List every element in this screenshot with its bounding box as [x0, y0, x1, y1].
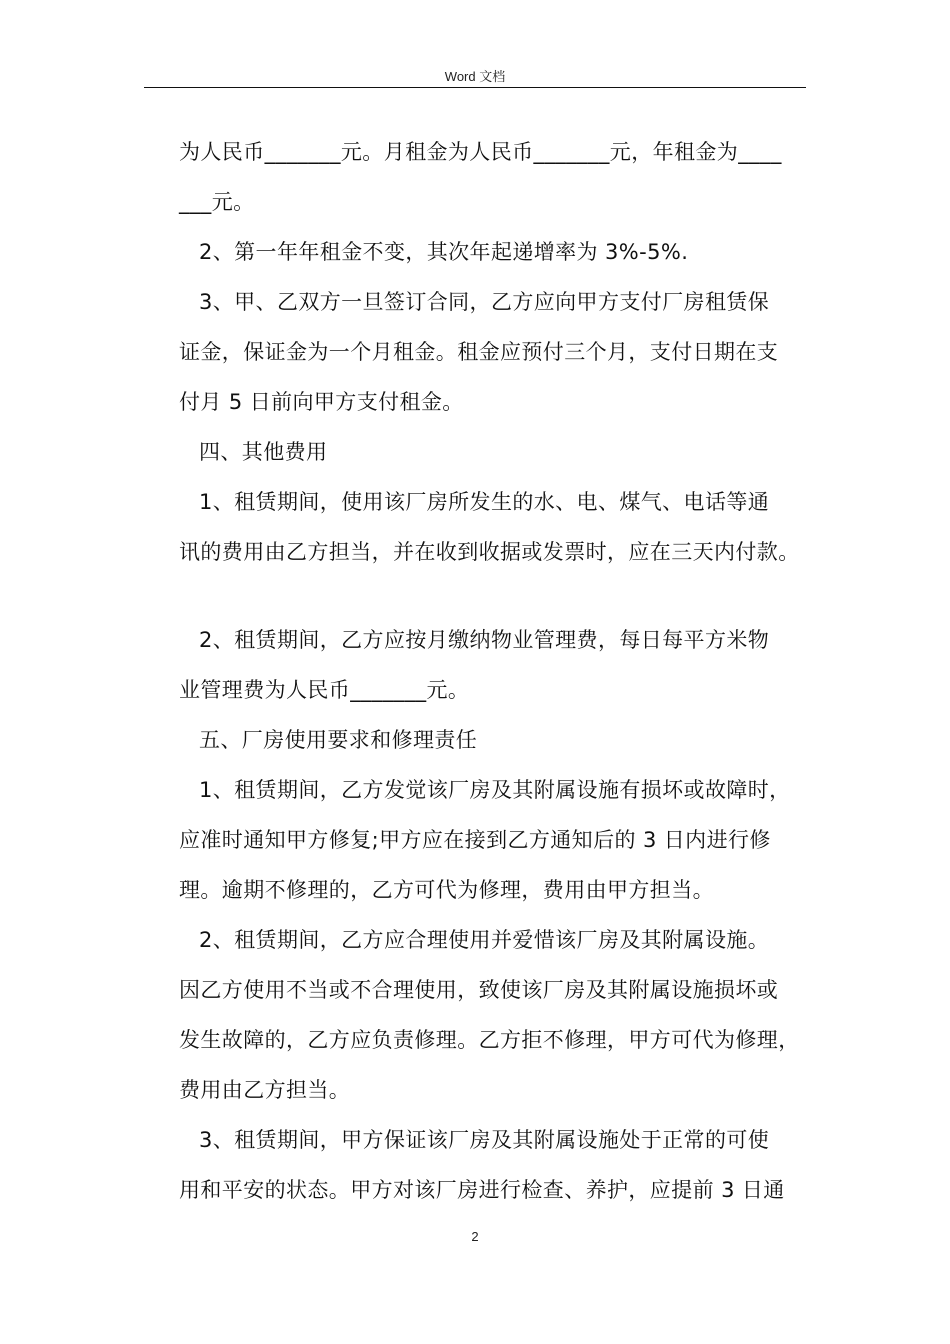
text-line: 2、第一年年租金不变，其次年起递增率为 3%-5%.	[199, 240, 689, 264]
text-line: ___元。	[179, 190, 255, 214]
text-line: 付月 5 日前向甲方支付租金。	[179, 390, 464, 414]
header-rule	[144, 87, 806, 88]
blank-line	[179, 578, 819, 616]
text-line: 1、租赁期间，使用该厂房所发生的水、电、煤气、电话等通	[199, 490, 770, 514]
document-body	[179, 128, 819, 1216]
text-line: 讯的费用由乙方担当，并在收到收据或发票时，应在三天内付款。	[179, 540, 800, 564]
text-line: 证金，保证金为一个月租金。租金应预付三个月，支付日期在支	[179, 340, 779, 364]
text-line: 1、租赁期间，乙方发觉该厂房及其附属设施有损坏或故障时，	[199, 778, 791, 802]
text-line: 理。逾期不修理的，乙方可代为修理，费用由甲方担当。	[179, 878, 714, 902]
text-line: 3、甲、乙双方一旦签订合同，乙方应向甲方支付厂房租赁保	[199, 290, 770, 314]
page-number: 2	[471, 1229, 479, 1244]
page-header: Word 文档	[444, 69, 506, 84]
text-line: 为人民币_______元。月租金为人民币_______元，年租金为____	[179, 140, 782, 164]
text-line: 发生故障的，乙方应负责修理。乙方拒不修理，甲方可代为修理，	[179, 1028, 800, 1052]
text-line: 因乙方使用不当或不合理使用，致使该厂房及其附属设施损坏或	[179, 978, 779, 1002]
text-line: 用和平安的状态。甲方对该厂房进行检查、养护，应提前 3 日通	[179, 1178, 785, 1202]
text-line: 3、租赁期间，甲方保证该厂房及其附属设施处于正常的可使	[199, 1128, 770, 1152]
section-heading: 四、其他费用	[199, 440, 328, 464]
text-line: 费用由乙方担当。	[179, 1078, 351, 1102]
text-line: 2、租赁期间，乙方应合理使用并爱惜该厂房及其附属设施。	[199, 928, 770, 952]
text-line: 应准时通知甲方修复;甲方应在接到乙方通知后的 3 日内进行修	[179, 828, 771, 852]
section-heading: 五、厂房使用要求和修理责任	[199, 728, 478, 752]
text-line: 业管理费为人民币_______元。	[179, 678, 470, 702]
text-line: 2、租赁期间，乙方应按月缴纳物业管理费，每日每平方米物	[199, 628, 770, 652]
